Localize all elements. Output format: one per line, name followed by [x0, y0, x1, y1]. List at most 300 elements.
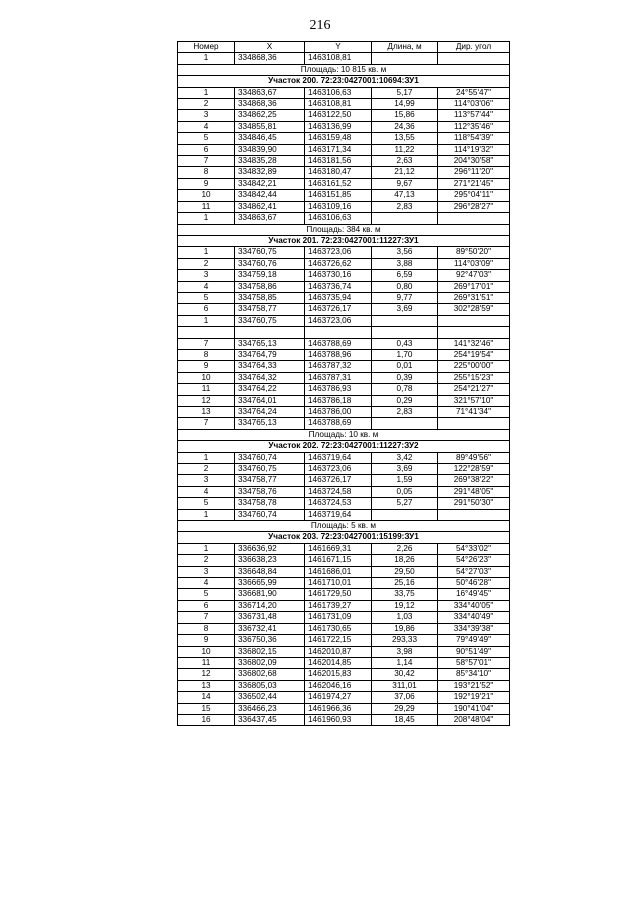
table-row — [178, 703, 510, 714]
cell-length: 3,56 — [372, 247, 438, 258]
cell-y: 1461966,36 — [305, 703, 372, 714]
table-row — [178, 315, 510, 326]
cell-number: 10 — [178, 646, 235, 657]
cell-number: 1 — [178, 247, 235, 258]
cell-number: 11 — [178, 657, 235, 668]
cell-y: 1461729,50 — [305, 589, 372, 600]
cell-number: 4 — [178, 121, 235, 132]
cell-y: 1463726,17 — [305, 304, 372, 315]
cell-direction-angle: 269°17'01" — [438, 281, 510, 292]
cell-number: 4 — [178, 486, 235, 497]
cell-number: 15 — [178, 703, 235, 714]
cell-x — [235, 327, 305, 338]
cell-y: 1463730,16 — [305, 270, 372, 281]
cell-length — [372, 327, 438, 338]
cell-x: 336681,90 — [235, 589, 305, 600]
cell-y: 1463736,74 — [305, 281, 372, 292]
cell-x: 334764,24 — [235, 406, 305, 417]
cell-y: 1463181,56 — [305, 156, 372, 167]
table-row — [178, 635, 510, 646]
cell-direction-angle — [438, 315, 510, 326]
cell-y: 1461731,09 — [305, 612, 372, 623]
cell-length: 11,22 — [372, 144, 438, 155]
cell-length: 0,01 — [372, 361, 438, 372]
coordinates-table — [177, 41, 510, 726]
cell-direction-angle: 79°49'49" — [438, 635, 510, 646]
cell-number: 4 — [178, 281, 235, 292]
cell-x: 334765,13 — [235, 418, 305, 429]
cell-x: 334760,74 — [235, 452, 305, 463]
cell-length: 13,55 — [372, 133, 438, 144]
cell-x: 334758,76 — [235, 486, 305, 497]
cell-y: 1463723,06 — [305, 315, 372, 326]
cell-y: 1463723,06 — [305, 247, 372, 258]
cell-direction-angle: 118°54'39" — [438, 133, 510, 144]
cell-direction-angle: 192°19'21" — [438, 692, 510, 703]
cell-length: 3,69 — [372, 464, 438, 475]
cell-number: 11 — [178, 384, 235, 395]
cell-x: 334764,01 — [235, 395, 305, 406]
cell-direction-angle: 204°30'58" — [438, 156, 510, 167]
cell-x: 334765,13 — [235, 338, 305, 349]
table-row — [178, 464, 510, 475]
cell-length: 6,59 — [372, 270, 438, 281]
cell-direction-angle: 89°49'56" — [438, 452, 510, 463]
table-row — [178, 156, 510, 167]
cell-number: 6 — [178, 304, 235, 315]
cell-y: 1463159,48 — [305, 133, 372, 144]
cell-direction-angle: 291°48'05" — [438, 486, 510, 497]
cell-y: 1463136,99 — [305, 121, 372, 132]
table-row — [178, 304, 510, 315]
cell-y: 1463787,31 — [305, 372, 372, 383]
table-row — [178, 509, 510, 520]
cell-y: 1463726,17 — [305, 475, 372, 486]
cell-x: 336802,09 — [235, 657, 305, 668]
cell-x: 334863,67 — [235, 87, 305, 98]
cell-direction-angle: 92°47'03" — [438, 270, 510, 281]
cell-length — [372, 213, 438, 224]
header-direction-angle: Дир. угол — [438, 42, 510, 53]
table-row — [178, 384, 510, 395]
cell-y: 1463786,18 — [305, 395, 372, 406]
table-row — [178, 99, 510, 110]
cell-y: 1463786,00 — [305, 406, 372, 417]
cell-length: 3,42 — [372, 452, 438, 463]
cell-number: 13 — [178, 406, 235, 417]
cell-x: 336648,84 — [235, 566, 305, 577]
cell-number: 2 — [178, 464, 235, 475]
cell-y: 1461739,27 — [305, 600, 372, 611]
cell-number: 7 — [178, 418, 235, 429]
cell-length: 30,42 — [372, 669, 438, 680]
cell-y: 1463108,81 — [305, 53, 372, 64]
parcel-title: Участок 200. 72:23:0427001:10694:ЗУ1 — [178, 76, 510, 87]
table-row — [178, 201, 510, 212]
cell-x: 334842,21 — [235, 178, 305, 189]
table-row — [178, 110, 510, 121]
table-row — [178, 475, 510, 486]
header-number: Номер — [178, 42, 235, 53]
cell-number: 10 — [178, 372, 235, 383]
cell-x: 336750,36 — [235, 635, 305, 646]
cell-y: 1461671,15 — [305, 555, 372, 566]
cell-x: 334764,22 — [235, 384, 305, 395]
area-value: Площадь: 10 кв. м — [178, 429, 510, 440]
cell-x: 334855,81 — [235, 121, 305, 132]
cell-direction-angle: 271°21'45" — [438, 178, 510, 189]
cell-x: 334868,36 — [235, 99, 305, 110]
cell-direction-angle — [438, 418, 510, 429]
header-length: Длина, м — [372, 42, 438, 53]
cell-y: 1461960,93 — [305, 714, 372, 725]
cell-direction-angle: 193°21'52" — [438, 680, 510, 691]
cell-length: 15,86 — [372, 110, 438, 121]
table-row — [178, 133, 510, 144]
table-row — [178, 121, 510, 132]
cell-x: 334758,77 — [235, 475, 305, 486]
table-row — [178, 338, 510, 349]
area-row — [178, 521, 510, 532]
cell-y: 1462015,83 — [305, 669, 372, 680]
cell-number: 5 — [178, 292, 235, 303]
cell-x: 334760,74 — [235, 509, 305, 520]
table-row — [178, 144, 510, 155]
cell-x: 336732,41 — [235, 623, 305, 634]
cell-x: 334760,75 — [235, 247, 305, 258]
cell-direction-angle: 54°33'02" — [438, 543, 510, 554]
cell-x: 334764,79 — [235, 349, 305, 360]
cell-direction-angle: 254°19'54" — [438, 349, 510, 360]
cell-length: 29,29 — [372, 703, 438, 714]
cell-number: 1 — [178, 509, 235, 520]
cell-x: 334832,89 — [235, 167, 305, 178]
cell-length: 21,12 — [372, 167, 438, 178]
cell-x: 334764,33 — [235, 361, 305, 372]
cell-x: 336502,44 — [235, 692, 305, 703]
cell-x: 334862,41 — [235, 201, 305, 212]
cell-number: 3 — [178, 110, 235, 121]
cell-number: 11 — [178, 201, 235, 212]
cell-direction-angle: 112°35'46" — [438, 121, 510, 132]
cell-direction-angle: 254°21'27" — [438, 384, 510, 395]
table-row — [178, 213, 510, 224]
cell-number: 12 — [178, 669, 235, 680]
cell-number: 12 — [178, 395, 235, 406]
table-row — [178, 247, 510, 258]
cell-length: 2,63 — [372, 156, 438, 167]
cell-number: 5 — [178, 133, 235, 144]
table-row — [178, 657, 510, 668]
table-row — [178, 190, 510, 201]
cell-y: 1463788,69 — [305, 338, 372, 349]
cell-y: 1461669,31 — [305, 543, 372, 554]
cell-y: 1462014,85 — [305, 657, 372, 668]
cell-number: 6 — [178, 600, 235, 611]
cell-number: 6 — [178, 144, 235, 155]
cell-direction-angle: 225°00'00" — [438, 361, 510, 372]
cell-y: 1463122,50 — [305, 110, 372, 121]
cell-number: 4 — [178, 578, 235, 589]
parcel-title: Участок 203. 72:23:0427001:15199:ЗУ1 — [178, 532, 510, 543]
cell-length: 19,12 — [372, 600, 438, 611]
page-number: 216 — [309, 18, 331, 33]
cell-number — [178, 327, 235, 338]
cell-x: 334764,32 — [235, 372, 305, 383]
cell-length: 0,39 — [372, 372, 438, 383]
cell-length: 1,03 — [372, 612, 438, 623]
cell-number: 2 — [178, 258, 235, 269]
cell-number: 9 — [178, 178, 235, 189]
cell-direction-angle: 114°03'09" — [438, 258, 510, 269]
cell-x: 336731,48 — [235, 612, 305, 623]
cell-y: 1463108,81 — [305, 99, 372, 110]
parcel-title: Участок 201. 72:23:0427001:11227:ЗУ1 — [178, 235, 510, 246]
table-row — [178, 361, 510, 372]
cell-length: 18,26 — [372, 555, 438, 566]
cell-number: 3 — [178, 475, 235, 486]
cell-direction-angle: 334°40'49" — [438, 612, 510, 623]
table-row — [178, 566, 510, 577]
cell-length: 2,83 — [372, 201, 438, 212]
table-row — [178, 258, 510, 269]
table-row — [178, 486, 510, 497]
cell-y: 1463109,16 — [305, 201, 372, 212]
cell-y: 1463787,32 — [305, 361, 372, 372]
cell-length: 47,13 — [372, 190, 438, 201]
cell-direction-angle: 255°15'23" — [438, 372, 510, 383]
cell-x: 334760,75 — [235, 315, 305, 326]
cell-number: 9 — [178, 635, 235, 646]
cell-length: 29,50 — [372, 566, 438, 577]
cell-number: 2 — [178, 99, 235, 110]
cell-number: 1 — [178, 213, 235, 224]
area-value: Площадь: 384 кв. м — [178, 224, 510, 235]
cell-number: 3 — [178, 270, 235, 281]
cell-number: 10 — [178, 190, 235, 201]
cell-length: 5,17 — [372, 87, 438, 98]
cell-direction-angle: 71°41'34" — [438, 406, 510, 417]
cell-y: 1461974,27 — [305, 692, 372, 703]
cell-number: 8 — [178, 623, 235, 634]
table-row — [178, 623, 510, 634]
cell-number: 5 — [178, 589, 235, 600]
table-row — [178, 406, 510, 417]
table-row — [178, 600, 510, 611]
cell-direction-angle — [438, 53, 510, 64]
table-row — [178, 372, 510, 383]
cell-x: 336802,15 — [235, 646, 305, 657]
cell-length: 14,99 — [372, 99, 438, 110]
cell-length: 311,01 — [372, 680, 438, 691]
cell-length: 19,86 — [372, 623, 438, 634]
cell-length: 0,29 — [372, 395, 438, 406]
cell-direction-angle: 54°26'23" — [438, 555, 510, 566]
area-value: Площадь: 5 кв. м — [178, 521, 510, 532]
cell-length — [372, 418, 438, 429]
cell-y — [305, 327, 372, 338]
cell-length: 0,78 — [372, 384, 438, 395]
table-row — [178, 178, 510, 189]
cell-x: 336466,23 — [235, 703, 305, 714]
cell-number: 1 — [178, 452, 235, 463]
cell-direction-angle: 296°28'27" — [438, 201, 510, 212]
cell-number: 9 — [178, 361, 235, 372]
cell-length: 25,16 — [372, 578, 438, 589]
cell-x: 336802,68 — [235, 669, 305, 680]
cell-y: 1463786,93 — [305, 384, 372, 395]
cell-number: 7 — [178, 612, 235, 623]
cell-number: 8 — [178, 167, 235, 178]
table-row — [178, 87, 510, 98]
table-row — [178, 418, 510, 429]
cell-y: 1462046,16 — [305, 680, 372, 691]
cell-y: 1461686,01 — [305, 566, 372, 577]
cell-number: 16 — [178, 714, 235, 725]
parcel-title-row — [178, 235, 510, 246]
cell-direction-angle: 334°39'38" — [438, 623, 510, 634]
cell-y: 1463161,52 — [305, 178, 372, 189]
cell-length: 1,70 — [372, 349, 438, 360]
cell-x: 336805,03 — [235, 680, 305, 691]
cell-direction-angle: 295°04'11" — [438, 190, 510, 201]
table-row — [178, 680, 510, 691]
cell-length: 18,45 — [372, 714, 438, 725]
header-y: Y — [305, 42, 372, 53]
cell-x: 334842,44 — [235, 190, 305, 201]
cell-number: 7 — [178, 338, 235, 349]
cell-number: 2 — [178, 555, 235, 566]
area-row — [178, 429, 510, 440]
cell-number: 1 — [178, 87, 235, 98]
table-row — [178, 53, 510, 64]
table-row — [178, 714, 510, 725]
cell-y: 1463724,53 — [305, 498, 372, 509]
cell-number: 1 — [178, 543, 235, 554]
cell-direction-angle: 114°19'32" — [438, 144, 510, 155]
cell-direction-angle: 190°41'04" — [438, 703, 510, 714]
cell-y: 1461730,65 — [305, 623, 372, 634]
cell-direction-angle: 24°55'47" — [438, 87, 510, 98]
table-row — [178, 555, 510, 566]
cell-direction-angle: 54°27'03" — [438, 566, 510, 577]
cell-y: 1461710,01 — [305, 578, 372, 589]
cell-direction-angle: 85°34'10" — [438, 669, 510, 680]
cell-x: 334862,25 — [235, 110, 305, 121]
cell-length: 3,88 — [372, 258, 438, 269]
cell-direction-angle: 50°46'28" — [438, 578, 510, 589]
cell-y: 1463719,64 — [305, 452, 372, 463]
table-body — [178, 53, 510, 726]
cell-y: 1463151,85 — [305, 190, 372, 201]
cell-x: 334835,28 — [235, 156, 305, 167]
parcel-title: Участок 202. 72:23:0427001:11227:ЗУ2 — [178, 441, 510, 452]
cell-x: 336638,23 — [235, 555, 305, 566]
cell-direction-angle: 89°50'20" — [438, 247, 510, 258]
cell-direction-angle — [438, 509, 510, 520]
cell-y: 1463106,63 — [305, 87, 372, 98]
area-value: Площадь: 10 815 кв. м — [178, 64, 510, 75]
table-row — [178, 669, 510, 680]
cell-number: 5 — [178, 498, 235, 509]
cell-direction-angle: 16°49'45" — [438, 589, 510, 600]
cell-direction-angle: 58°57'01" — [438, 657, 510, 668]
table-row — [178, 395, 510, 406]
cell-number: 8 — [178, 349, 235, 360]
cell-number: 14 — [178, 692, 235, 703]
cell-direction-angle — [438, 213, 510, 224]
header-x: X — [235, 42, 305, 53]
cell-x: 334863,67 — [235, 213, 305, 224]
cell-direction-angle: 291°50'30" — [438, 498, 510, 509]
table-row — [178, 498, 510, 509]
table-row — [178, 167, 510, 178]
table-row — [178, 292, 510, 303]
cell-length: 5,27 — [372, 498, 438, 509]
cell-direction-angle: 321°57'10" — [438, 395, 510, 406]
cell-number: 3 — [178, 566, 235, 577]
cell-direction-angle: 269°38'22" — [438, 475, 510, 486]
parcel-title-row — [178, 532, 510, 543]
cell-length — [372, 509, 438, 520]
table-row — [178, 692, 510, 703]
cell-length: 1,59 — [372, 475, 438, 486]
cell-direction-angle: 122°28'59" — [438, 464, 510, 475]
cell-y: 1463723,06 — [305, 464, 372, 475]
cell-length: 9,77 — [372, 292, 438, 303]
cell-x: 336665,99 — [235, 578, 305, 589]
cell-number: 7 — [178, 156, 235, 167]
table-header-row — [178, 42, 510, 53]
table-row — [178, 349, 510, 360]
parcel-title-row — [178, 76, 510, 87]
cell-x: 336437,45 — [235, 714, 305, 725]
cell-y: 1463726,62 — [305, 258, 372, 269]
cell-x: 334868,36 — [235, 53, 305, 64]
cell-direction-angle: 113°57'44" — [438, 110, 510, 121]
cell-x: 334839,90 — [235, 144, 305, 155]
cell-length: 0,43 — [372, 338, 438, 349]
cell-length: 24,36 — [372, 121, 438, 132]
cell-number: 13 — [178, 680, 235, 691]
area-row — [178, 224, 510, 235]
cell-length: 37,06 — [372, 692, 438, 703]
cell-y: 1463719,64 — [305, 509, 372, 520]
parcel-title-row — [178, 441, 510, 452]
cell-x: 334758,86 — [235, 281, 305, 292]
cell-y: 1461722,15 — [305, 635, 372, 646]
table-row — [178, 578, 510, 589]
cell-x: 334758,77 — [235, 304, 305, 315]
cell-y: 1462010,87 — [305, 646, 372, 657]
cell-length: 9,67 — [372, 178, 438, 189]
table-row — [178, 543, 510, 554]
cell-length: 2,26 — [372, 543, 438, 554]
cell-length: 1,14 — [372, 657, 438, 668]
cell-direction-angle: 269°31'51" — [438, 292, 510, 303]
cell-number: 1 — [178, 53, 235, 64]
cell-direction-angle: 141°32'46" — [438, 338, 510, 349]
cell-y: 1463171,34 — [305, 144, 372, 155]
cell-y: 1463180,47 — [305, 167, 372, 178]
table-row — [178, 281, 510, 292]
table-row — [178, 646, 510, 657]
table-row — [178, 270, 510, 281]
cell-x: 334760,75 — [235, 464, 305, 475]
cell-direction-angle: 334°40'05" — [438, 600, 510, 611]
cell-direction-angle: 302°28'59" — [438, 304, 510, 315]
cell-length — [372, 315, 438, 326]
